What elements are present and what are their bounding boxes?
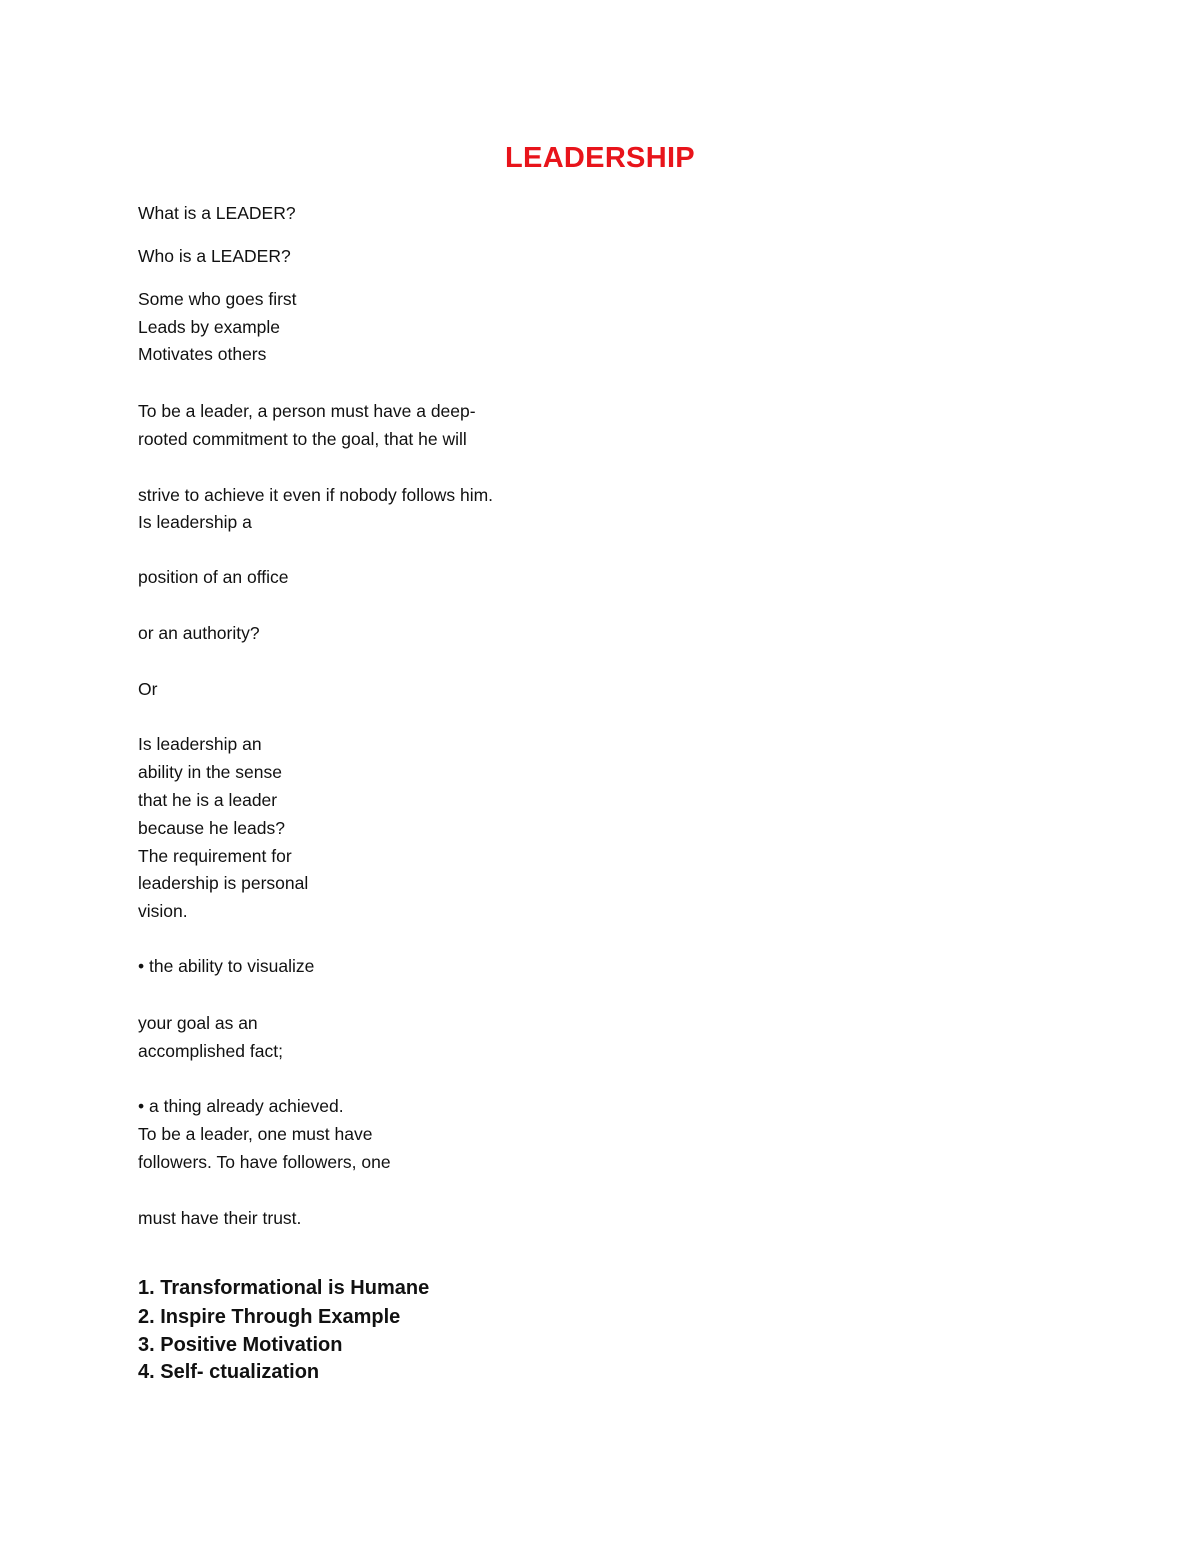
body-line: accomplished fact;	[138, 1041, 283, 1061]
body-line: your goal as an	[138, 1013, 258, 1033]
body-line: because he leads?	[138, 818, 285, 838]
leadership-type-item: 2. Inspire Through Example	[138, 1306, 401, 1328]
bullet-item: • the ability to visualize	[138, 956, 315, 976]
body-line: position of an office	[138, 567, 289, 587]
body-line: or an authority?	[138, 623, 260, 643]
leadership-type-item: 3. Positive Motivation	[138, 1334, 343, 1356]
body-line: must have their trust.	[138, 1208, 302, 1228]
body-line: followers. To have followers, one	[138, 1152, 391, 1172]
body-line: strive to achieve it even if nobody follows him.	[138, 485, 494, 505]
body-line: vision.	[138, 901, 188, 921]
trait-line: Leads by example	[138, 317, 281, 337]
body-line: rooted commitment to the goal, that he will	[138, 429, 467, 449]
trait-line: Motivates others	[138, 344, 267, 364]
body-line: leadership is personal	[138, 873, 309, 893]
body-line: ability in the sense	[138, 762, 282, 782]
body-line: Or	[138, 679, 158, 699]
trait-line: Some who goes first	[138, 289, 297, 309]
body-line: Is leadership a	[138, 512, 252, 532]
body-line: that he is a leader	[138, 790, 278, 810]
leadership-type-item: 4. Self- ctualization	[138, 1361, 320, 1383]
body-line: To be a leader, one must have	[138, 1124, 373, 1144]
body-line: Is leadership an	[138, 734, 262, 754]
question-what: What is a LEADER?	[138, 203, 296, 223]
page-title: LEADERSHIP	[505, 142, 695, 174]
question-who: Who is a LEADER?	[138, 246, 291, 266]
leadership-type-item: 1. Transformational is Humane	[138, 1277, 430, 1299]
body-line: To be a leader, a person must have a deep-	[138, 401, 476, 421]
bullet-item: • a thing already achieved.	[138, 1096, 344, 1116]
body-line: The requirement for	[138, 846, 292, 866]
